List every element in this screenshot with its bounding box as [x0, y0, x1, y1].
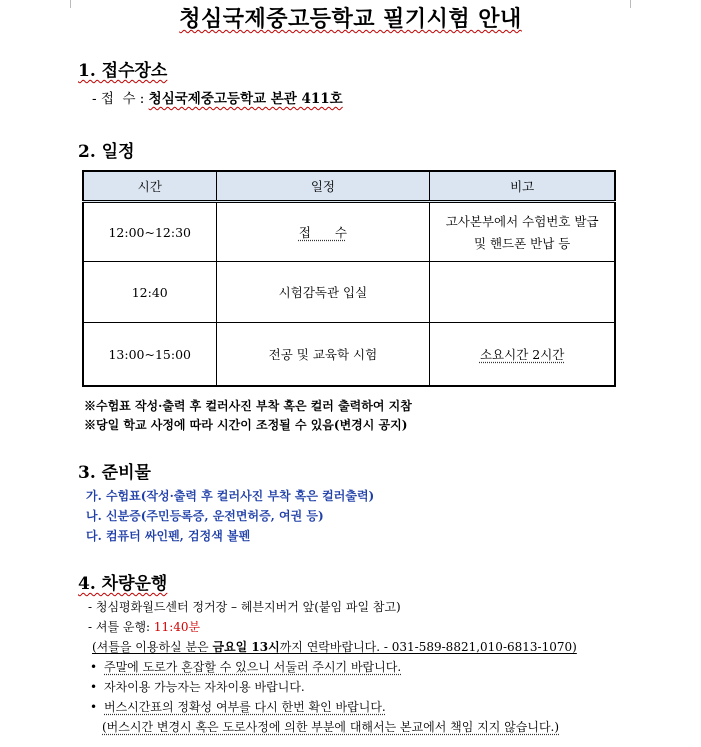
section4-heading: 4. 차량운행: [78, 574, 168, 594]
header-note: 비고: [430, 171, 615, 202]
bullet-icon: •: [90, 700, 98, 714]
cell-event: 전공 및 교육학 시험: [216, 323, 430, 387]
header-event: 일정: [216, 171, 430, 202]
table-row: [83, 323, 615, 387]
cell-event: 접 수: [216, 202, 430, 262]
header-time: 시간: [83, 171, 216, 202]
table-row: [83, 202, 615, 262]
cell-time: 13:00~15:00: [83, 323, 216, 387]
cell-note: 소요시간 2시간: [430, 323, 615, 387]
table-row: [83, 262, 615, 323]
reception-location: - 접 수 : 청심국제중고등학교 본관 411호: [92, 91, 343, 107]
bullet-item: • 버스시간표의 정확성 여부를 다시 한번 확인 바랍니다.: [90, 700, 386, 714]
bullet-icon: •: [90, 680, 98, 694]
bullet-item: • 주말에 도로가 혼잡할 수 있으니 서둘러 주시기 바랍니다.: [90, 660, 402, 674]
section1-heading: 1. 접수장소: [78, 61, 168, 81]
bullet-icon: •: [90, 660, 98, 674]
section3-heading: 3. 준비물: [78, 463, 151, 483]
shuttle-contact: (셔틀을 이용하실 분은 금요일 13시까지 연락바랍니다. - 031-589-8821,010-6813-1070): [92, 640, 577, 654]
supply-item-2: 나. 신분증(주민등록증, 운전면허증, 여권 등): [86, 509, 324, 523]
schedule-note-2: ※당일 학교 사정에 따라 시간이 조정될 수 있음(변경시 공지): [84, 418, 408, 432]
cell-note: [430, 262, 615, 323]
schedule-note-1: ※수험표 작성·출력 후 컬러사진 부착 혹은 컬러 출력하여 지참: [84, 399, 412, 413]
document-title: 청심국제중고등학교 필기시험 안내: [179, 6, 522, 32]
table-header-row: [83, 171, 615, 202]
section2-heading: 2. 일정: [78, 142, 135, 162]
supply-item-3: 다. 컴퓨터 싸인펜, 검정색 볼펜: [86, 529, 251, 543]
cell-time: 12:40: [83, 262, 216, 323]
disclaimer: (버스시간 변경시 혹은 도로사정에 의한 부분에 대해서는 본교에서 책임 지지 않습니다.): [102, 720, 560, 734]
shuttle-stop: - 청심평화월드센터 정거장 – 헤븐지버거 앞(붙임 파일 참고): [88, 600, 401, 614]
supply-item-1: 가. 수험표(작성·출력 후 컬러사진 부착 혹은 컬러출력): [86, 489, 375, 503]
cell-event: 시험감독관 입실: [216, 262, 430, 323]
schedule-table: [82, 170, 616, 387]
cell-time: 12:00~12:30: [83, 202, 216, 262]
bullet-item: • 자차이용 가능자는 자차이용 바랍니다.: [90, 680, 305, 694]
shuttle-time: - 셔틀 운행: 11:40분: [88, 620, 201, 634]
cell-note: 고사본부에서 수험번호 발급 및 핸드폰 반납 등: [430, 202, 615, 262]
